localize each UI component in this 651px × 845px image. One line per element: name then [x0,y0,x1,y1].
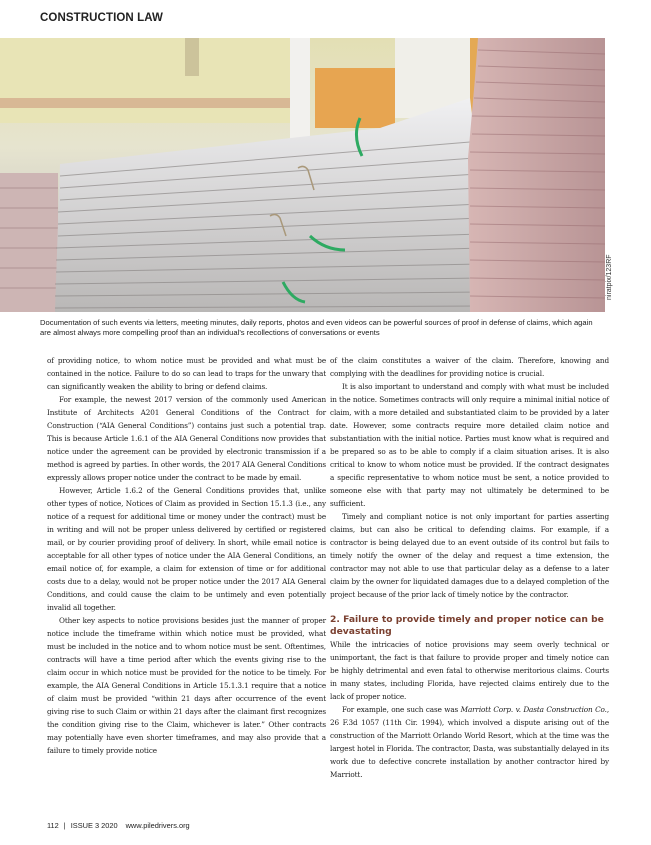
body-paragraph: However, Article 1.6.2 of the General Conditions provides that, unlike other types of notice, Notices of Claim as provided in Section 15.1.3 (i.e., any notice of a request for additional time or money under the contract) must be in writing and will not be proper unless delivered by certified or registered mail, or by courier providing proof of delivery. In short, while email notice is acceptable for all other types of notice under the AIA General Conditions, an email notice of, for example, a claim for extension of time or for additional costs due to a delay, would not be proper notice under the 2017 AIA General Conditions, and could cause the claim to be untimely and even potentially invalid all together. [47,486,326,612]
footer-separator: | [63,821,66,830]
case-paragraph [330,703,609,781]
section-subheading: 2. Failure to provide timely and proper notice can be devastating [330,614,604,637]
stacked-paper-documents-photo-icon [0,38,605,312]
case-lead: For example, one such case was [342,705,461,714]
page-footer [47,821,190,830]
website-link[interactable]: www.piledrivers.org [125,821,190,830]
left-column [47,354,326,757]
body-paragraph: of the claim constitutes a waiver of the claim. Therefore, knowing and complying with the deadlines for providing notice is crucial. [330,356,609,378]
photo-caption: Documentation of such events via letters, meeting minutes, daily reports, photos and even videos can be powerful sources of proof in defense of claims, which again are almost always more compelling proof than an individual’s recollections of conversations or events [40,318,593,338]
body-paragraph: It is also important to understand and comply with what must be included in the notice. Sometimes contracts will only require a minimal initial notice of claim, with a more detailed and substantiated claim to be provided by a later date. However, some contracts require more detailed claim notice and substantiation with the initial notice. Parties must know what is required and be prepared so as to be able to comply if a claim situation arises. It is also critical to know to whom notice must be provided. If the contract designates a specific representative to whom notice must be sent, a notice provided to someone else with that party may not ultimately be determined to be sufficient. [330,382,609,508]
issue-label: ISSUE 3 2020 [70,821,118,830]
case-rest: , 26 F.3d 1057 (11th Cir. 1994), which involved a dispute arising out of the construction of the Marriott Orlando World Resort, which at the time was the largest hotel in Florida. The contractor, Dasta, was substantially delayed in its work due to defective concrete installation by another contractor hired by Marriott. [330,705,609,779]
case-name: Marriott Corp. v. Dasta Construction Co. [460,705,607,714]
body-paragraph: Timely and compliant notice is not only important for parties asserting claims, but can also be critical to defending claims. For example, if a contractor is being delayed due to an event outside of its control but fails to timely notify the owner of the delay and request a time extension, the contractor may not able to use that particular delay as a defense to a later claim by the owner for liquidated damages due to a delayed completion of the project because of the prior lack of timely notice by the contractor. [330,512,609,599]
body-paragraph: Other key aspects to notice provisions besides just the manner of proper notice include the timeframe within which notice must be provided, what must be included in the notice and to whom notice must be sent. Oftentimes, contracts will have a time period after which the events giving rise to the claim occur in which notice must be provided for the notice to be timely. For example, the AIA General Conditions in Article 15.1.3.1 require that a notice of claim must be provided “within 21 days after occurrence of the event giving rise to such Claim or within 21 days after the claimant first recognizes the condition giving rise to the Claim, whichever is later.” Other contracts may potentially have even shorter timeframes, and may also provide that a failure to timely provide notice [47,616,326,755]
photo-credit: niratpix/123RF [606,254,613,300]
body-paragraph: While the intricacies of notice provisions may seem overly technical or unimportant, the fact is that failure to provide proper and timely notice can be highly detrimental and even fatal to otherwise meritorious claims. Courts in many states, including Florida, have rejected claims entirely due to the lack of proper notice. [330,640,609,701]
page-number: 112 [47,821,59,830]
body-paragraph: For example, the newest 2017 version of the commonly used American Institute of Architects A201 General Conditions of the Contract for Construction (“AIA General Conditions”) contains just such a potential trap. This is because Article 1.6.1 of the AIA General Conditions now provides that notice under the agreement can be provided by electronic transmission if a method is agreed by parties. In other words, the 2017 AIA General Conditions expressly allows proper notice under the contract to be made by email. [47,395,326,482]
stacked-documents-photo [0,38,605,312]
section-label: CONSTRUCTION LAW [40,12,163,24]
body-paragraph: of providing notice, to whom notice must be provided and what must be contained in the notice. Failure to do so can lead to traps for the unwary that can significantly weaken the ability to bring or defend claims. [47,356,326,391]
right-column [330,354,609,781]
